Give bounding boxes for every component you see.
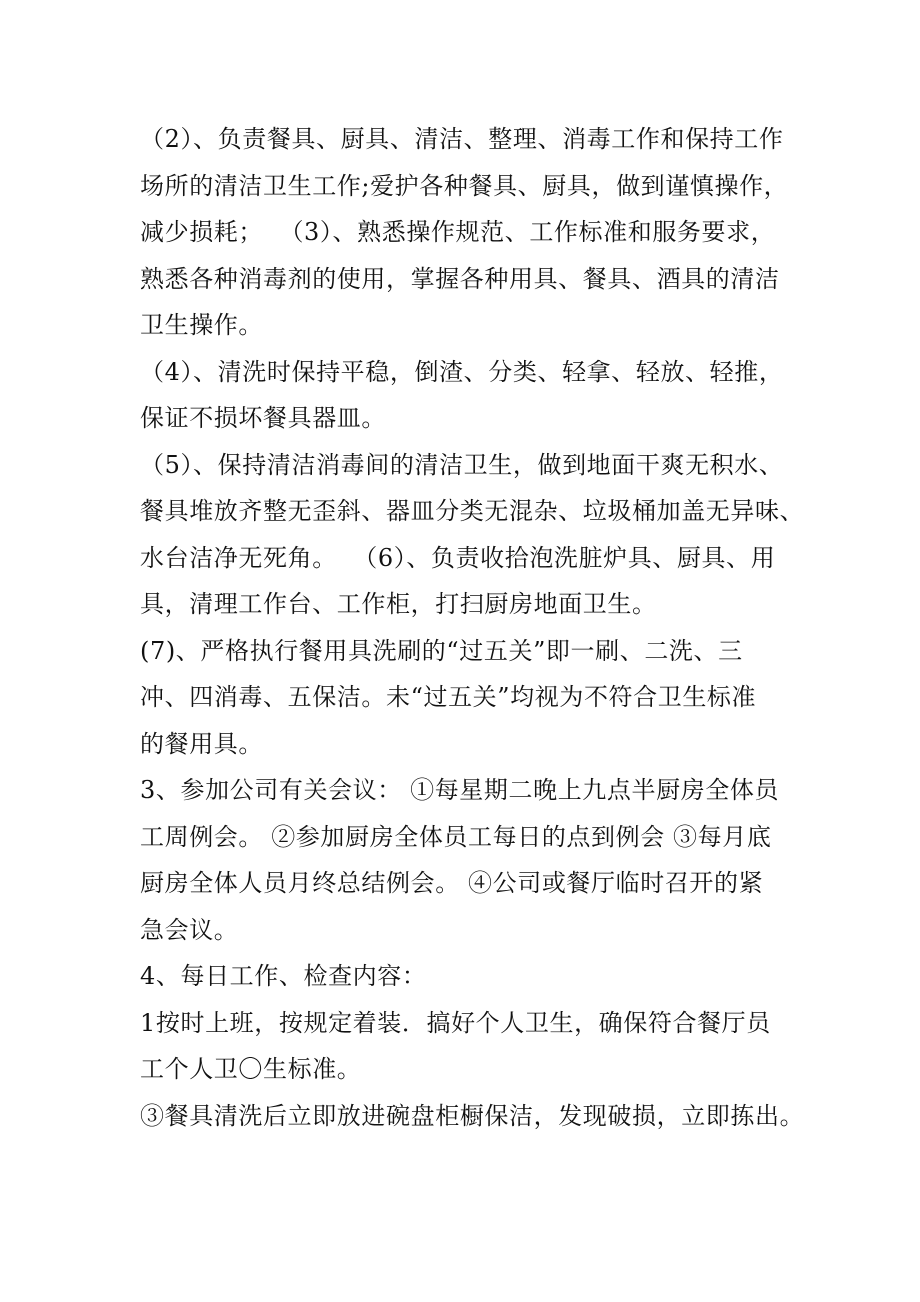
text-line: 1按时上班，按规定着装．搞好个人卫生，确保符合餐厅员	[140, 1008, 771, 1037]
text-line: 工个人卫〇生标准。	[140, 1055, 362, 1083]
text-line: 厨房全体人员月终总结例会。 ④公司或餐厅临时召开的紧	[140, 869, 764, 897]
text-line: （5）、保持清洁消毒间的清洁卫生，做到地面干爽无积水、	[140, 450, 784, 479]
text-line: 具，清理工作台、工作柜，打扫厨房地面卫生。	[140, 590, 657, 618]
text-line: 冲、四消毒、五保洁。未“过五关”均视为不符合卫生标准	[140, 683, 757, 711]
text-line: 水台洁净无死角。 （6）、负责收拾泡洗脏炉具、厨具、用	[140, 543, 776, 572]
text-line: 卫生操作。	[140, 311, 263, 339]
text-line: 工周例会。 ②参加厨房全体员工每日的点到例会 ③每月底	[140, 822, 772, 851]
text-line: ③餐具清洗后立即放进碗盘柜橱保洁，发现破损，立即拣出。	[140, 1101, 805, 1130]
text-line: 的餐用具。	[140, 729, 263, 758]
text-line: 4、每日工作、检查内容：	[140, 962, 427, 990]
text-line: 3、参加公司有关会议： ①每星期二晚上九点半厨房全体员	[140, 776, 780, 804]
text-line: 熟悉各种消毒剂的使用，掌握各种用具、餐具、酒具的清洁	[140, 264, 780, 293]
text-line: 减少损耗； （3）、熟悉操作规范、工作标准和服务要求，	[140, 218, 776, 246]
text-line: （4）、清洗时保持平稳，倒渣、分类、轻拿、轻放、轻推，	[140, 357, 784, 386]
text-line: （2）、负责餐具、厨具、清洁、整理、消毒工作和保持工作	[140, 125, 784, 153]
text-line: 餐具堆放齐整无歪斜、器皿分类无混杂、垃圾桶加盖无异味、	[140, 497, 805, 525]
text-line: (7)、严格执行餐用具洗刷的“过五关”即一刷、二洗、三	[140, 636, 743, 665]
text-line: 急会议。	[140, 915, 239, 944]
text-line: 场所的清洁卫生工作;爱护各种餐具、厨具，做到谨慎操作，	[140, 171, 789, 200]
text-line: 保证不损坏餐具器皿。	[140, 404, 386, 432]
document-body	[140, 116, 810, 1139]
